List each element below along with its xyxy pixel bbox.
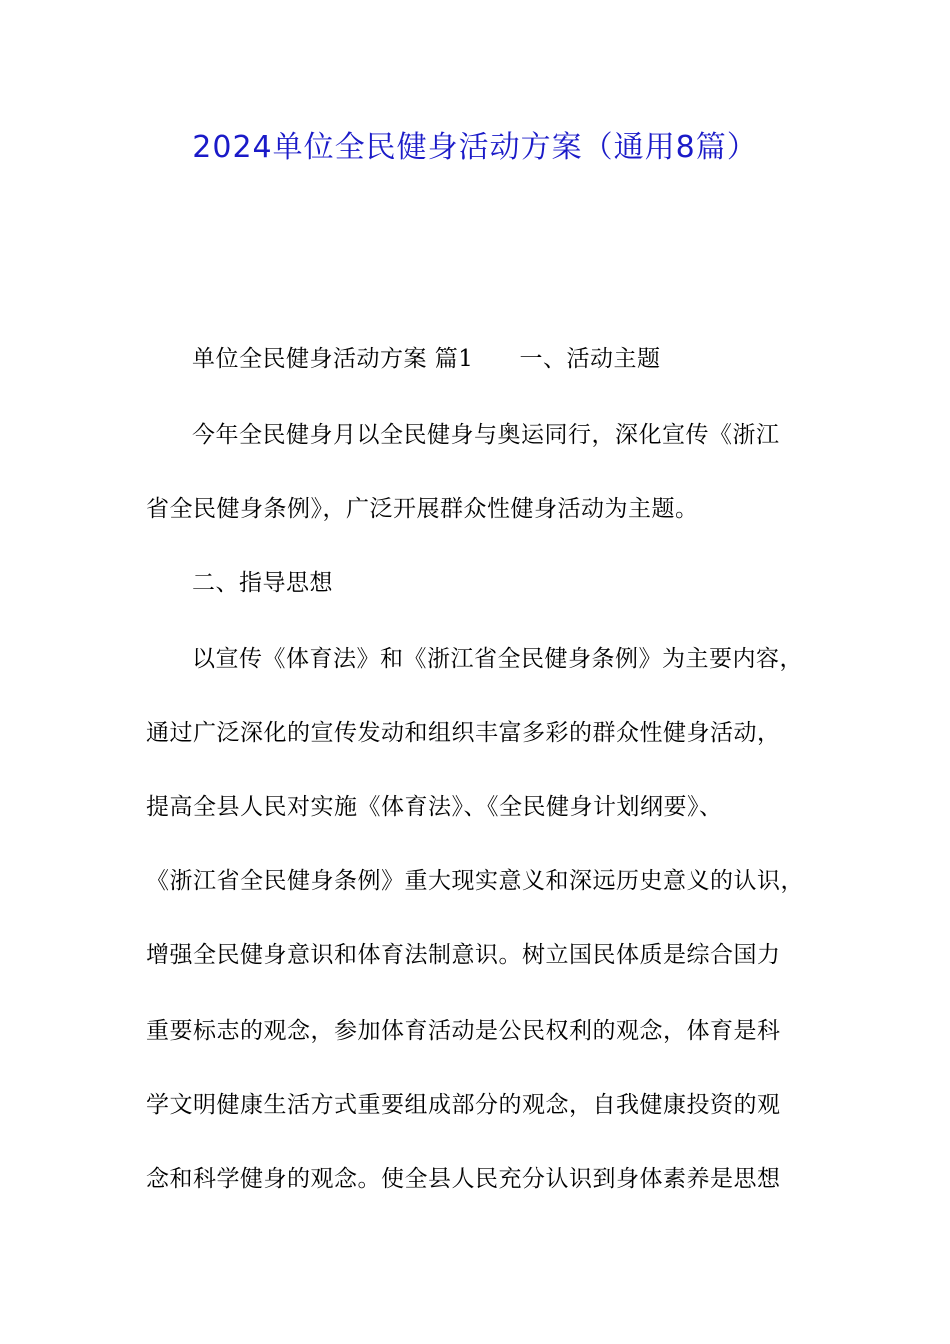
subsection-heading: 二、指导思想 — [192, 570, 333, 596]
paragraph-line: 以宣传《体育法》和《浙江省全民健身条例》为主要内容， — [192, 646, 803, 672]
paragraph-line: 省全民健身条例》，广泛开展群众性健身活动为主题。 — [146, 496, 699, 522]
paragraph-line: 增强全民健身意识和体育法制意识。树立国民体质是综合国力 — [146, 942, 781, 968]
subsection-heading: 一、活动主题 — [519, 346, 661, 372]
paragraph-line: 重要标志的观念，参加体育活动是公民权利的观念，体育是科 — [146, 1018, 781, 1044]
paragraph-line: 通过广泛深化的宣传发动和组织丰富多彩的群众性健身活动， — [146, 720, 781, 746]
paragraph-line: 今年全民健身月以全民健身与奥运同行，深化宣传《浙江 — [192, 422, 780, 448]
section-title: 单位全民健身活动方案 篇1 — [192, 346, 474, 372]
paragraph-line: 学文明健康生活方式重要组成部分的观念，自我健康投资的观 — [146, 1092, 781, 1118]
heading-line — [192, 344, 872, 374]
paragraph-line: 念和科学健身的观念。使全县人民充分认识到身体素养是思想 — [146, 1166, 781, 1192]
paragraph-line: 《浙江省全民健身条例》重大现实意义和深远历史意义的认识， — [146, 868, 804, 894]
paragraph-line: 提高全县人民对实施《体育法》、《全民健身计划纲要》、 — [146, 794, 723, 820]
document-title: 2024单位全民健身活动方案（通用8篇） — [192, 130, 758, 165]
